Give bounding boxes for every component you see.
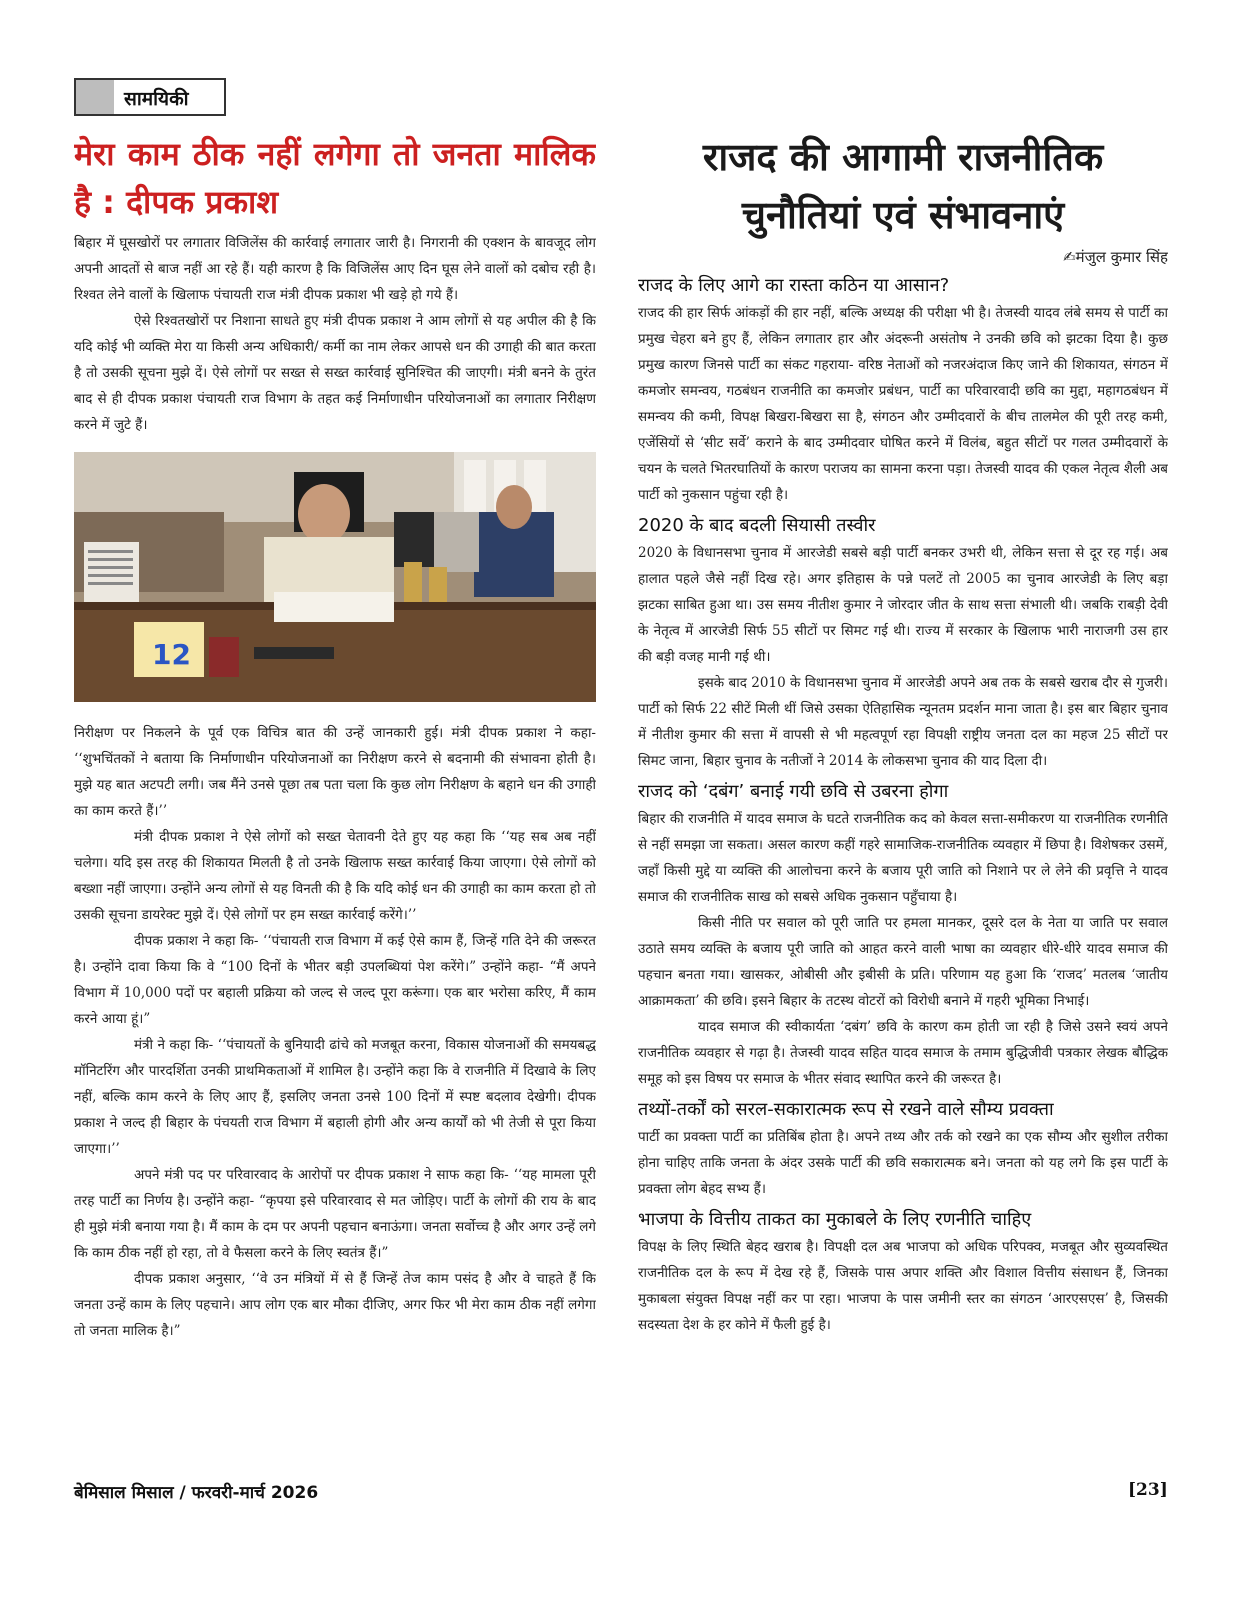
body-paragraph: विपक्ष के लिए स्थिति बेहद खराब है। विपक्षी दल अब भाजपा को अधिक परिपक्व, मजबूत और सुव्यवस्थित राजनीतिक दल के रूप में देख रहे हैं, जिसके पास अपार शक्ति और विशाल वित्तीय संसाधन हैं, जिनका मुकाबला संयुक्त विपक्ष नहीं कर पा रहा। भाजपा के पास जमीनी स्तर का संगठन ‘आरएसएस’ है, जिसकी सदस्यता देश के हर कोने में फैली हुई है। (638, 1239, 1168, 1333)
body-paragraph: पार्टी का प्रवक्ता पार्टी का प्रतिबिंब होता है। अपने तथ्य और तर्क को रखने का एक सौम्य और सुशील तरीका होना चाहिए ताकि जनता के अंदर उसके पार्टी की छवि सकारात्मक बने। जनता को यह लगे कि इस पार्टी के प्रवक्ता लोग बेहद सभ्य हैं। (638, 1129, 1168, 1197)
right-headline: राजद की आगामी राजनीतिक चुनौतियां एवं संभावनाएं (702, 135, 1104, 237)
byline: ✍मंजुल कुमार सिंह (1063, 248, 1168, 266)
section-tag-label: सामयिकी (124, 88, 189, 110)
body-paragraph: यादव समाज की स्वीकार्यता ‘दबंग’ छवि के कारण कम होती जा रही है जिसे उसने स्वयं अपने राजनीतिक व्यवहार से गढ़ा है। तेजस्वी यादव सहित यादव समाज के तमाम बुद्धिजीवी पत्रकार लेखक बौद्धिक समूह को इस विषय पर समाज के भीतर संवाद स्थापित करने की जरूरत है। (638, 1019, 1168, 1087)
section-tag-block (76, 80, 114, 114)
body-paragraph: दीपक प्रकाश अनुसार, ‘‘वे उन मंत्रियों में से हैं जिन्हें तेज काम पसंद है और वे चाहते हैं कि जनता उन्हें काम के लिए पहचाने। आप लोग एक बार मौका दीजिए, अगर फिर भी मेरा काम ठीक नहीं लगेगा तो जनता मालिक है।” (74, 1271, 596, 1339)
left-article (74, 130, 596, 1475)
section-heading: राजद को ‘दबंग’ बनाई गयी छवि से उबरना होगा (638, 781, 949, 802)
article-photo (74, 452, 596, 702)
left-headline: मेरा काम ठीक नहीं लगेगा तो जनता मालिक है : दीपक प्रकाश (74, 135, 596, 221)
body-paragraph: निरीक्षण पर निकलने के पूर्व एक विचित्र बात की उन्हें जानकारी हुई। मंत्री दीपक प्रकाश ने कहा- ‘‘शुभचिंतकों ने बताया कि निर्माणाधीन परियोजनाओं का निरीक्षण करने से बदनामी की संभावना होती है। मुझे यह बात अटपटी लगी। जब मैंने उनसे पूछा तब पता चला कि कुछ लोग निरीक्षण के बहाने धन की उगाही का काम करते हैं।’’ (74, 725, 596, 819)
section-heading: तथ्यों-तर्कों को सरल-सकारात्मक रूप से रखने वाले सौम्य प्रवक्ता (638, 1099, 1054, 1120)
section-heading: 2020 के बाद बदली सियासी तस्वीर (638, 515, 876, 536)
body-paragraph: इसके बाद 2010 के विधानसभा चुनाव में आरजेडी अपने अब तक के सबसे खराब दौर से गुजरी। पार्टी को सिर्फ 22 सीटें मिली थीं जिसे उसका ऐतिहासिक न्यूनतम प्रदर्शन माना जाता है। इस बार बिहार चुनाव में नीतीश कुमार की सत्ता में वापसी से भी महत्वपूर्ण रहा विपक्षी राष्ट्रीय जनता दल का महज 25 सीटों पर सिमट जाना, बिहार चुनाव के नतीजों ने 2014 के लोकसभा चुनाव की याद दिला दी। (638, 675, 1168, 769)
left-body-bottom (74, 720, 596, 1344)
body-paragraph: बिहार की राजनीति में यादव समाज के घटते राजनीतिक कद को केवल सत्ता-समीकरण या राजनीतिक रणनीति से नहीं समझा जा सकता। असल कारण कहीं गहरे सामाजिक-राजनीतिक व्यवहार में छिपा है। विशेषकर उसमें, जहाँ किसी मुद्दे या व्यक्ति की आलोचना करने के बजाय पूरी जाति को निशाने पर ले लेने की प्रवृत्ति ने यादव समाज की राजनीतिक साख को सबसे अधिक नुकसान पहुँचाया है। (638, 811, 1168, 905)
section-heading: राजद के लिए आगे का रास्ता कठिन या आसान? (638, 275, 950, 296)
section-heading: भाजपा के वित्तीय ताकत का मुकाबले के लिए रणनीति चाहिए (638, 1209, 1032, 1230)
right-article (638, 128, 1168, 1476)
right-body (638, 272, 1168, 1338)
body-paragraph: ऐसे रिश्वतखोरों पर निशाना साधते हुए मंत्री दीपक प्रकाश ने आम लोगों से यह अपील की है कि यदि कोई भी व्यक्ति मेरा या किसी अन्य अधिकारी/ कर्मी का नाम लेकर आपसे धन की उगाही की बात करता है तो उसकी सूचना मुझे दें। ऐसे लोगों पर सख्त से सख्त कार्रवाई सुनिश्चित की जाएगी। मंत्री बनने के तुरंत बाद से ही दीपक प्रकाश पंचायती राज विभाग के तहत कई निर्माणाधीन परियोजनाओं का लगातार निरीक्षण करने में जुटे हैं। (74, 313, 596, 433)
body-paragraph: किसी नीति पर सवाल को पूरी जाति पर हमला मानकर, दूसरे दल के नेता या जाति पर सवाल उठाते समय व्यक्ति के बजाय पूरी जाति को आहत करने वाली भाषा का व्यवहार धीरे-धीरे यादव समाज की पहचान बनता गया। खासकर, ओबीसी और इबीसी के प्रति। परिणाम यह हुआ कि ‘राजद’ मतलब ‘जातीय आक्रामकता’ की छवि। इसने बिहार के तटस्थ वोटरों को विरोधी बनाने में गहरी भूमिका निभाई। (638, 915, 1168, 1009)
left-body-top (74, 230, 596, 438)
body-paragraph: बिहार में घूसखोरों पर लगातार विजिलेंस की कार्रवाई लगातार जारी है। निगरानी की एक्शन के बावजूद लोग अपनी आदतों से बाज नहीं आ रहे हैं। यही कारण है कि विजिलेंस आए दिन घूस लेने वालों को दबोच रही है। रिश्वत लेने वालों के खिलाफ पंचायती राज मंत्री दीपक प्रकाश भी खड़े हो गये हैं। (74, 235, 596, 303)
body-paragraph: राजद की हार सिर्फ आंकड़ों की हार नहीं, बल्कि अध्यक्ष की परीक्षा भी है। तेजस्वी यादव लंबे समय से पार्टी का प्रमुख चेहरा बने हुए हैं, लेकिन लगातार हार और अंदरूनी असंतोष ने उनकी छवि को झटका दिया है। कुछ प्रमुख कारण जिनसे पार्टी का संकट गहराया- वरिष्ठ नेताओं को नजरअंदाज किए जाने की शिकायत, संगठन में कमजोर समन्वय, गठबंधन राजनीति का कमजोर प्रबंधन, पार्टी का परिवारवादी छवि का मुद्दा, महागठबंधन में समन्वय की कमी, विपक्ष बिखरा-बिखरा सा है, संगठन और उम्मीदवारों के बीच तालमेल की पूरी तरह कमी, एजेंसियों से ‘सीट सर्वे’ कराने के बाद उम्मीदवार घोषित करने में विलंब, बहुत सीटों पर गलत उम्मीदवारों के चयन के चलते भितरघातियों के कारण पराजय का सामना करना पड़ा। तेजस्वी यादव की एकल नेतृत्व शैली अब पार्टी को नुकसान पहुंचा रही है। (638, 305, 1168, 503)
body-paragraph: 2020 के विधानसभा चुनाव में आरजेडी सबसे बड़ी पार्टी बनकर उभरी थी, लेकिन सत्ता से दूर रह गई। अब हालात पहले जैसे नहीं दिख रहे। अगर इतिहास के पन्ने पलटें तो 2005 का चुनाव आरजेडी के लिए बड़ा झटका साबित हुआ था। उस समय नीतीश कुमार ने जोरदार जीत के साथ सत्ता संभाली थी। जबकि राबड़ी देवी के नेतृत्व में आरजेडी सिर्फ 55 सीटों पर सिमट गई थी। राज्य में सरकार के खिलाफ भारी नाराजगी उस हार की बड़ी वजह मानी गई थी। (638, 545, 1168, 665)
section-tag (74, 78, 226, 116)
body-paragraph: मंत्री दीपक प्रकाश ने ऐसे लोगों को सख्त चेतावनी देते हुए यह कहा कि ‘‘यह सब अब नहीं चलेगा। यदि इस तरह की शिकायत मिलती है तो उनके खिलाफ सख्त कार्रवाई किया जाएगा। ऐसे लोगों को बख्शा नहीं जाएगा। उन्होंने अन्य लोगों से यह विनती की है कि यदि कोई धन की उगाही का काम करता हो तो उसकी सूचना डायरेक्ट मुझे दें। ऐसे लोगों पर हम सख्त कार्रवाई करेंगे।’’ (74, 829, 596, 923)
body-paragraph: दीपक प्रकाश ने कहा कि- ‘‘पंचायती राज विभाग में कई ऐसे काम हैं, जिन्हें गति देने की जरूरत है। उन्होंने दावा किया कि वे “100 दिनों के भीतर बड़ी उपलब्धियां पेश करेंगे।” उन्होंने कहा- “मैं अपने विभाग में 10,000 पदों पर बहाली प्रक्रिया को जल्द से जल्द पूरा करूंगा। एक बार भरोसा करिए, मैं काम करने आया हूं।” (74, 933, 596, 1027)
footer-magazine-issue: बेमिसाल मिसाल / फरवरी-मार्च 2026 (74, 1483, 319, 1503)
body-paragraph: मंत्री ने कहा कि- ‘‘पंचायतों के बुनियादी ढांचे को मजबूत करना, विकास योजनाओं की समयबद्ध मॉनिटरिंग और पारदर्शिता उनकी प्राथमिकताओं में शामिल है। उन्होंने कहा कि वे राजनीति में दिखावे के लिए नहीं, बल्कि काम करने के लिए आए हैं, इसलिए जनता उनसे 100 दिनों में स्पष्ट बदलाव देखेगी। दीपक प्रकाश ने जल्द ही बिहार के पंचयती राज विभाग में बहाली होगी और अन्य कार्यों को भी तेजी से पूरा किया जाएगा।’’ (74, 1037, 596, 1157)
office-scene-image (74, 452, 596, 702)
body-paragraph: अपने मंत्री पद पर परिवारवाद के आरोपों पर दीपक प्रकाश ने साफ कहा कि- ‘‘यह मामला पूरी तरह पार्टी का निर्णय है। उन्होंने कहा- “कृपया इसे परिवारवाद से मत जोड़िए। पार्टी के लोगों की राय के बाद ही मुझे मंत्री बनाया गया है। मैं काम के दम पर अपनी पहचान बनाऊंगा। जनता सर्वोच्च है और अगर उन्हें लगे कि काम ठीक नहीं हो रहा, तो वे फैसला करने के लिए स्वतंत्र हैं।” (74, 1167, 596, 1261)
footer-page-number: [23] (1128, 1480, 1168, 1500)
calendar-number: 12 (152, 638, 191, 671)
